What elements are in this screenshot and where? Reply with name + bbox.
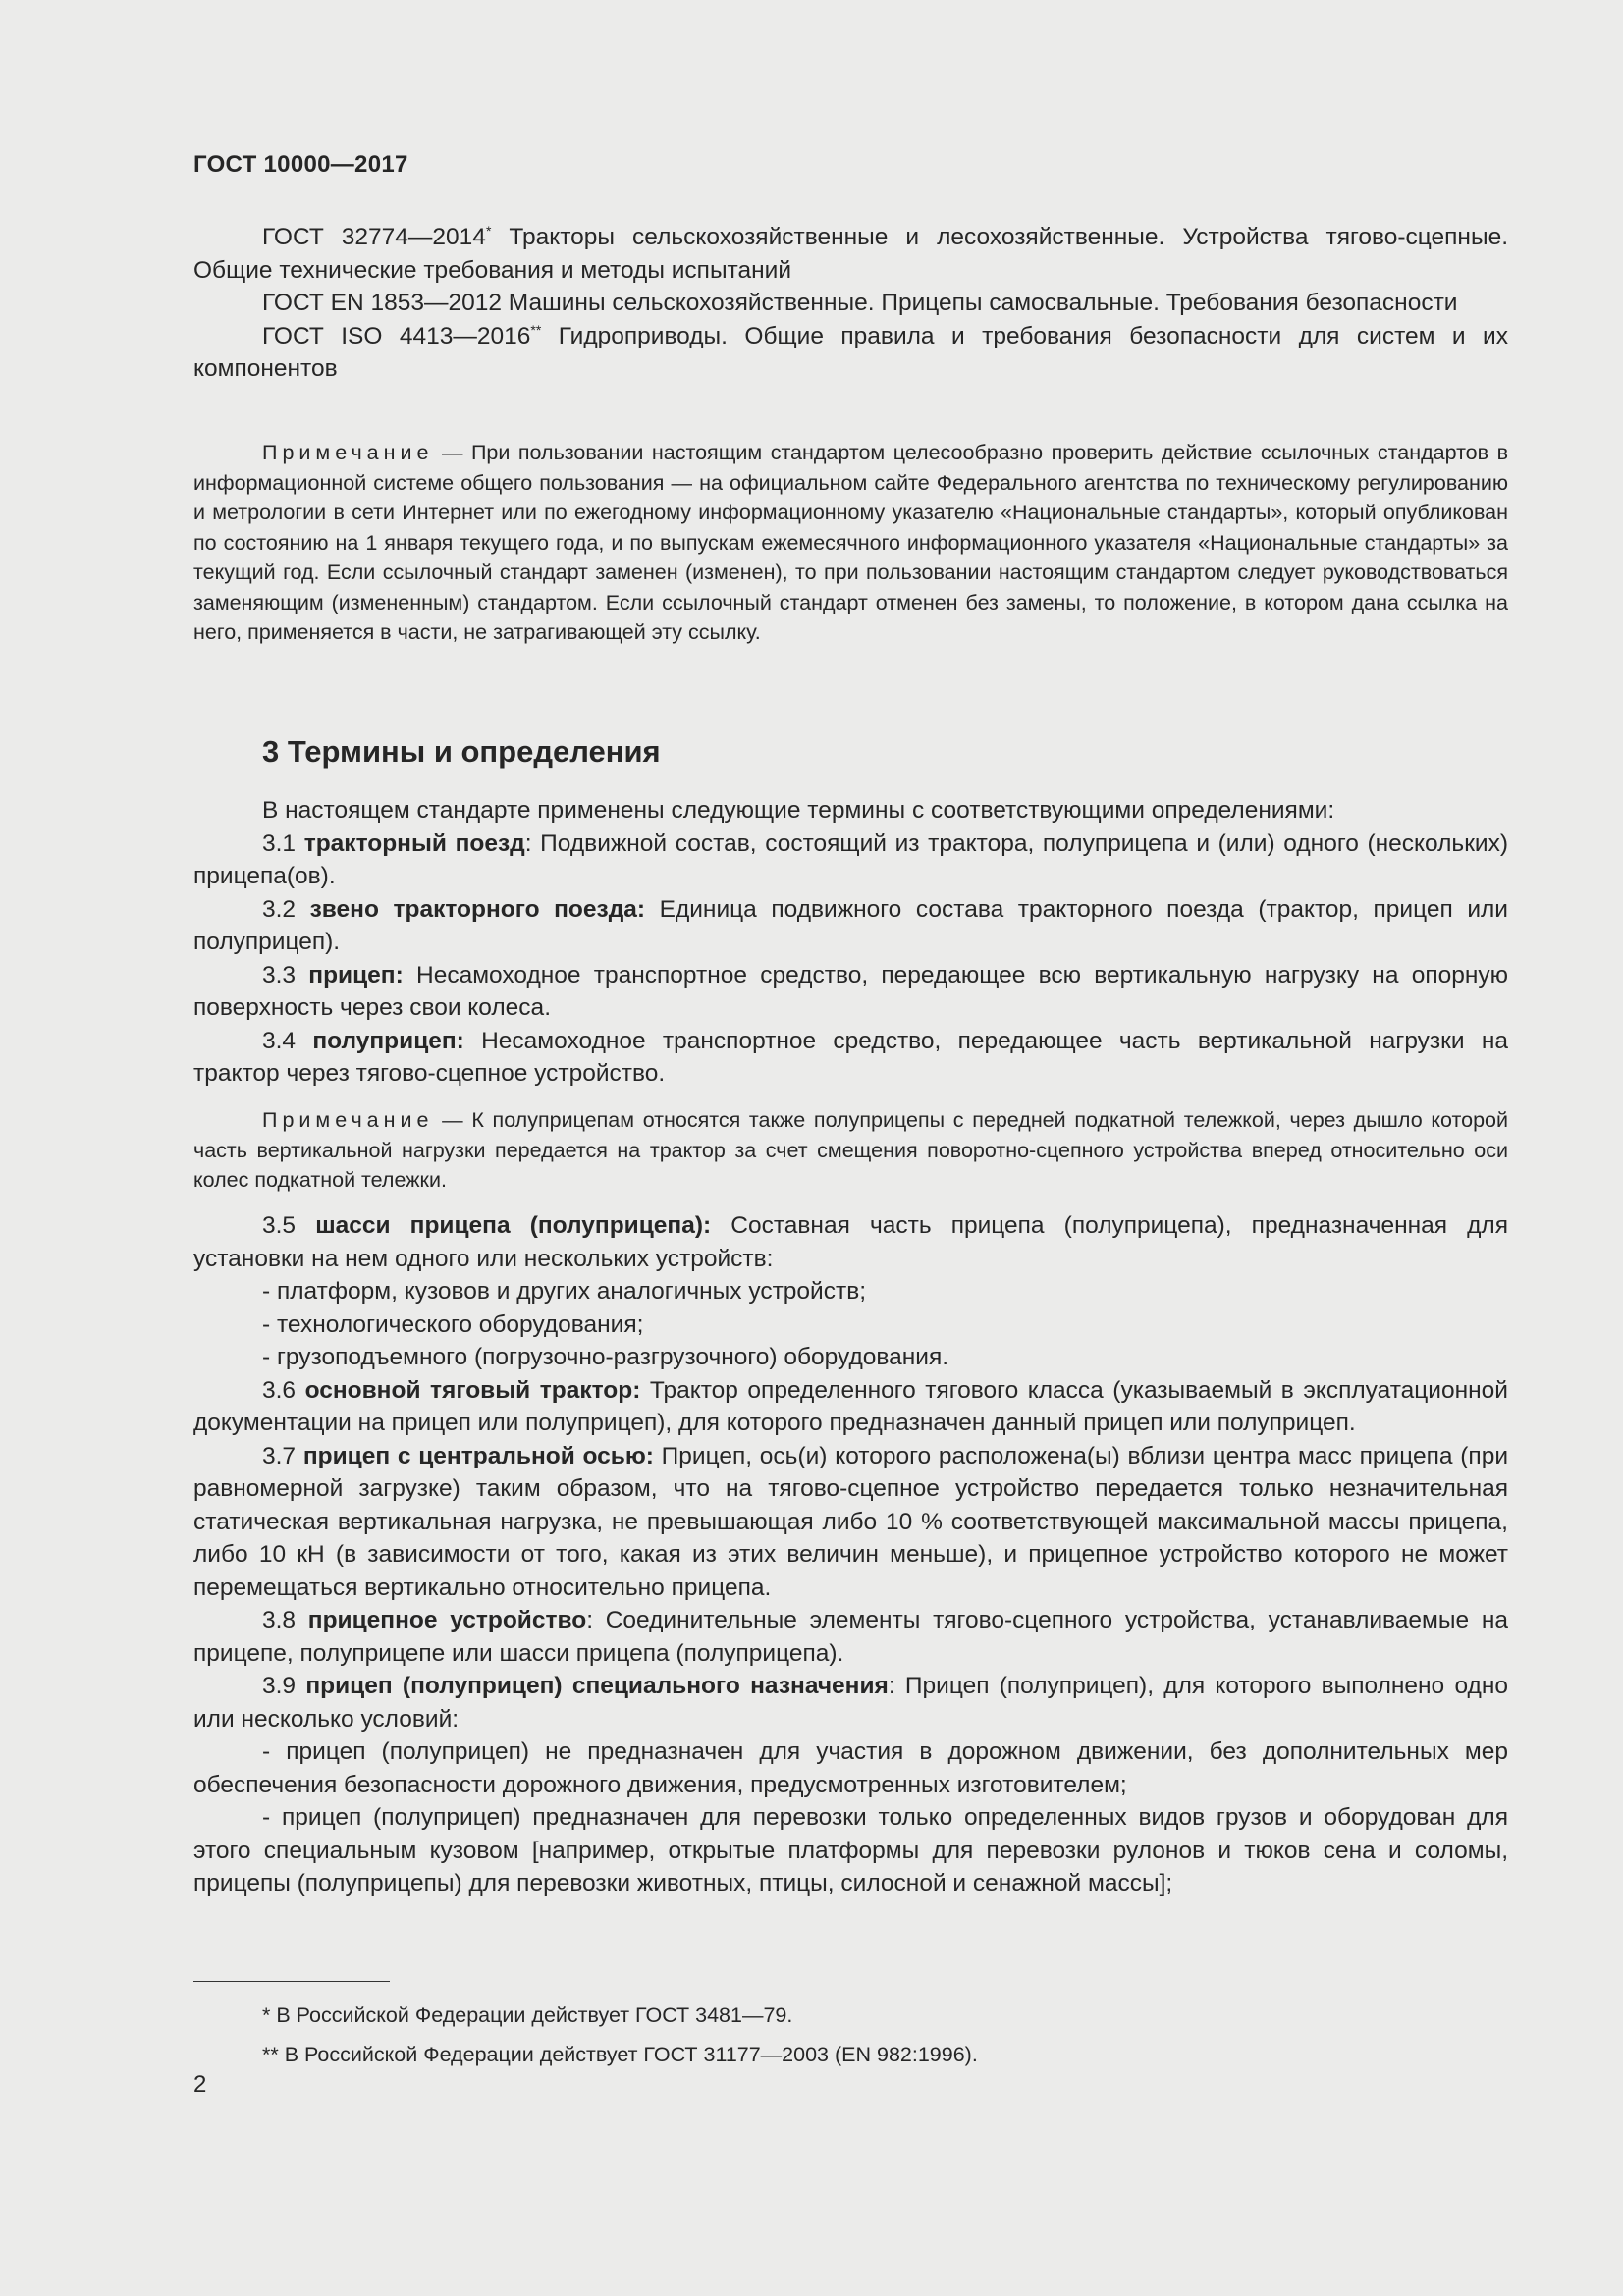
term-name: шасси прицепа (полуприцепа):: [315, 1212, 712, 1239]
term-item: 3.3 прицеп: Несамоходное транспортное средство, передающее всю вертикальную нагрузку на опорную поверхность через свои колеса.: [193, 961, 1508, 1021]
footnote: * В Российской Федерации действует ГОСТ 3481—79.: [262, 2003, 793, 2027]
term-item: 3.9 прицеп (полуприцеп) специального назначения: Прицеп (полуприцеп), для которого выполнено одно или несколько условий:: [193, 1673, 1508, 1733]
list-item: - прицеп (полуприцеп) не предназначен для участия в дорожном движении, без дополнительных мер обеспечения безопасности дорожного движения, предусмотренных изготовителем;: [193, 1738, 1508, 1798]
footnotes: [262, 1996, 978, 2074]
terms-block-2: [193, 1209, 1508, 1900]
reference-item: ГОСТ EN 1853—2012 Машины сельскохозяйственные. Прицепы самосвальные. Требования безопасности: [262, 290, 1458, 316]
term-item: 3.4 полуприцеп: Несамоходное транспортное средство, передающее часть вертикальной нагрузки на трактор через тягово-сцепное устройство.: [193, 1027, 1508, 1087]
footnote-separator: [193, 1981, 390, 1982]
term-name: прицеп:: [308, 961, 404, 988]
term-name: прицеп с центральной осью:: [302, 1442, 654, 1469]
list-item: - платформ, кузовов и других аналогичных устройств;: [262, 1278, 867, 1305]
term-item: 3.7 прицеп с центральной осью: Прицеп, ось(и) которого расположена(ы) вблизи центра масс прицепа (при равномерной загрузке) таким образом, что на тягово-сцепное устройство передается только незначительная статическая вертикальная нагрузка, не превышающая либо 10 % соответствующей максимальной массы прицепа, либо 10 кН (в зависимости от того, какая из этих величин меньше), и прицепное устройство которого не может перемещаться вертикально относительно прицепа.: [193, 1442, 1508, 1601]
term-name: звено тракторного поезда:: [309, 895, 646, 923]
list-item: - прицеп (полуприцеп) предназначен для перевозки только определенных видов грузов и оборудован для этого специальным кузовом [например, открытые платформы для перевозки рулонов и тюков сена и соломы, прицепы (полуприцепы) для перевозки животных, птицы, силосной и сенажной массы];: [193, 1804, 1508, 1896]
list-item: - технологического оборудования;: [262, 1310, 644, 1338]
note-text: — К полуприцепам относятся также полуприцепы с передней подкатной тележкой, через дышло которой часть вертикальной нагрузки передается на трактор за счет смещения поворотно-сцепного устройства вперед относительно оси колес подкатной тележки.: [193, 1108, 1508, 1192]
page-number: 2: [193, 2071, 207, 2098]
term-name: тракторный поезд: [303, 829, 525, 857]
note-label: Примечание: [262, 1108, 434, 1132]
reference-item: ГОСТ ISO 4413—2016** Гидроприводы. Общие правила и требования безопасности для систем и их компонентов: [193, 321, 1508, 382]
term-name: прицепное устройство: [307, 1607, 587, 1633]
note-label: Примечание: [262, 441, 434, 464]
term-item: 3.6 основной тяговый трактор: Трактор определенного тягового класса (указываемый в эксплуатационной документации на прицеп или полуприцеп), для которого предназначен данный прицеп или полуприцеп.: [193, 1376, 1508, 1436]
note-text: — При пользовании настоящим стандартом целесообразно проверить действие ссылочных стандартов в информационной системе общего пользования — на официальном сайте Федерального агентства по техническому регулированию и метрологии в сети Интернет или по ежегодному информационному указателю «Национальные стандарты», который опубликован по состоянию на 1 января текущего года, и по выпускам ежемесячного информационного указателя «Национальные стандарты» за текущий год. Если ссылочный стандарт заменен (изменен), то при пользовании настоящим стандартом следует руководствоваться заменяющим (измененным) стандартом. Если ссылочный стандарт отменен без замены, то положение, в котором дана ссылка на него, применяется в части, не затрагивающей эту ссылку.: [193, 441, 1508, 644]
term-item: 3.8 прицепное устройство: Соединительные элементы тягово-сцепного устройства, устанавливаемые на прицепе, полуприцепе или шасси прицепа (полуприцепа).: [193, 1607, 1509, 1667]
note-references: [193, 438, 1508, 648]
note-semitrailer: [193, 1105, 1508, 1196]
term-item: 3.2 звено тракторного поезда: Единица подвижного состава тракторного поезда (трактор, прицеп или полуприцеп).: [193, 895, 1508, 955]
document-header: ГОСТ 10000—2017: [193, 151, 408, 178]
footnote: ** В Российской Федерации действует ГОСТ 31177—2003 (EN 982:1996).: [262, 2043, 978, 2066]
term-item: 3.5 шасси прицепа (полуприцепа): Составная часть прицепа (полуприцепа), предназначенная для установки на нем одного или нескольких устройств:: [193, 1212, 1508, 1272]
term-item: 3.1 тракторный поезд: Подвижной состав, состоящий из трактора, полуприцепа и (или) одного (нескольких) прицепа(ов).: [193, 829, 1509, 889]
term-name: основной тяговый трактор:: [304, 1376, 641, 1404]
list-item: - грузоподъемного (погрузочно-разгрузочного) оборудования.: [262, 1344, 949, 1370]
terms-block-1: [193, 794, 1508, 1091]
term-name: полуприцеп:: [312, 1027, 464, 1054]
term-name: прицеп (полуприцеп) специального назначения: [305, 1673, 889, 1699]
section-title: 3 Термины и определения: [262, 734, 661, 769]
normative-references: [193, 221, 1508, 386]
reference-item: ГОСТ 32774—2014* Тракторы сельскохозяйственные и лесохозяйственные. Устройства тягово-сцепные. Общие технические требования и методы испытаний: [193, 222, 1508, 284]
intro-text: В настоящем стандарте применены следующие термины с соответствующими определениями:: [262, 797, 1335, 824]
